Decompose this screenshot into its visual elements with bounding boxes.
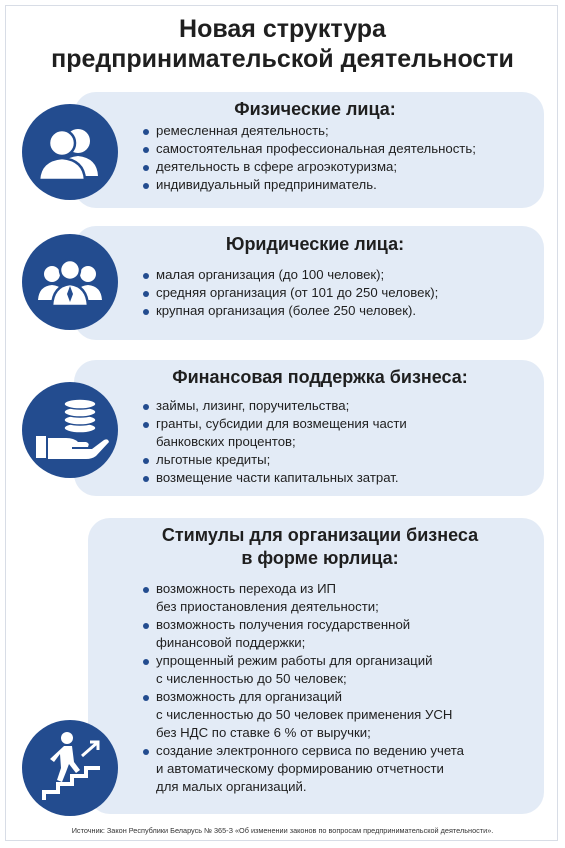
section-financial-support-list [142, 397, 407, 487]
list-item [142, 616, 464, 652]
section-individuals-list [142, 122, 476, 194]
climbing-stairs-icon [22, 720, 118, 816]
section-individuals-title: Физические лица: [234, 99, 396, 119]
list-item-line: и автоматическому формированию отчетности [156, 761, 444, 776]
list-item-line: возможность получения государственной [156, 617, 411, 632]
list-item-text: банковских процентов; [156, 434, 296, 449]
list-item-line: с численностью до 50 человек; [156, 671, 347, 686]
coins-in-hand-icon [22, 382, 118, 478]
page-title-line-1: Новая структура [179, 15, 386, 43]
list-item [142, 652, 464, 688]
list-item: самостоятельная профессиональная деятельность; [142, 140, 476, 158]
source-note: Источник: Закон Республики Беларусь № 365-З «Об изменении законов по вопросам предпринимательской деятельности». [71, 826, 494, 835]
list-item-line: упрощенный режим работы для организаций [156, 653, 433, 668]
list-item-line: финансовой поддержки; [156, 635, 306, 650]
section-incentives-title-line-1: Стимулы для организации бизнеса [161, 525, 479, 545]
section-legal-entities-list [142, 266, 438, 320]
list-item: средняя организация (от 101 до 250 человек); [142, 284, 438, 302]
page-title [0, 14, 565, 74]
list-item-line: с численностью до 50 человек применения УСН [156, 707, 453, 722]
section-incentives-title [110, 524, 530, 570]
group-icon [22, 234, 118, 330]
list-item [142, 688, 464, 742]
list-item: индивидуальный предприниматель. [142, 176, 476, 194]
list-item-line: создание электронного сервиса по ведению учета [156, 743, 464, 758]
list-item: займы, лизинг, поручительства; [142, 397, 407, 415]
list-item: гранты, субсидии для возмещения части [142, 415, 407, 433]
list-item-line: без приостановления деятельности; [156, 599, 379, 614]
list-item-line: возможность перехода из ИП [156, 581, 337, 596]
page-title-line-2: предпринимательской деятельности [51, 45, 514, 73]
list-item-line: возможность для организаций [156, 689, 342, 704]
section-legal-entities-title: Юридические лица: [225, 234, 405, 254]
list-item: деятельность в сфере агроэкотуризма; [142, 158, 476, 176]
list-item: крупная организация (более 250 человек). [142, 302, 438, 320]
list-item: ремесленная деятельность; [142, 122, 476, 140]
list-item [142, 580, 464, 616]
list-item: малая организация (до 100 человек); [142, 266, 438, 284]
people-icon [22, 104, 118, 200]
list-item: возмещение части капитальных затрат. [142, 469, 407, 487]
list-item [142, 742, 464, 796]
list-item-line: для малых организаций. [156, 779, 307, 794]
list-item: льготные кредиты; [142, 451, 407, 469]
section-incentives-list [142, 580, 464, 796]
section-financial-support-title: Финансовая поддержка бизнеса: [172, 367, 468, 387]
list-item-continuation [142, 433, 407, 451]
section-incentives-title-line-2: в форме юрлица: [241, 548, 399, 568]
list-item-line: без НДС по ставке 6 % от выручки; [156, 725, 371, 740]
